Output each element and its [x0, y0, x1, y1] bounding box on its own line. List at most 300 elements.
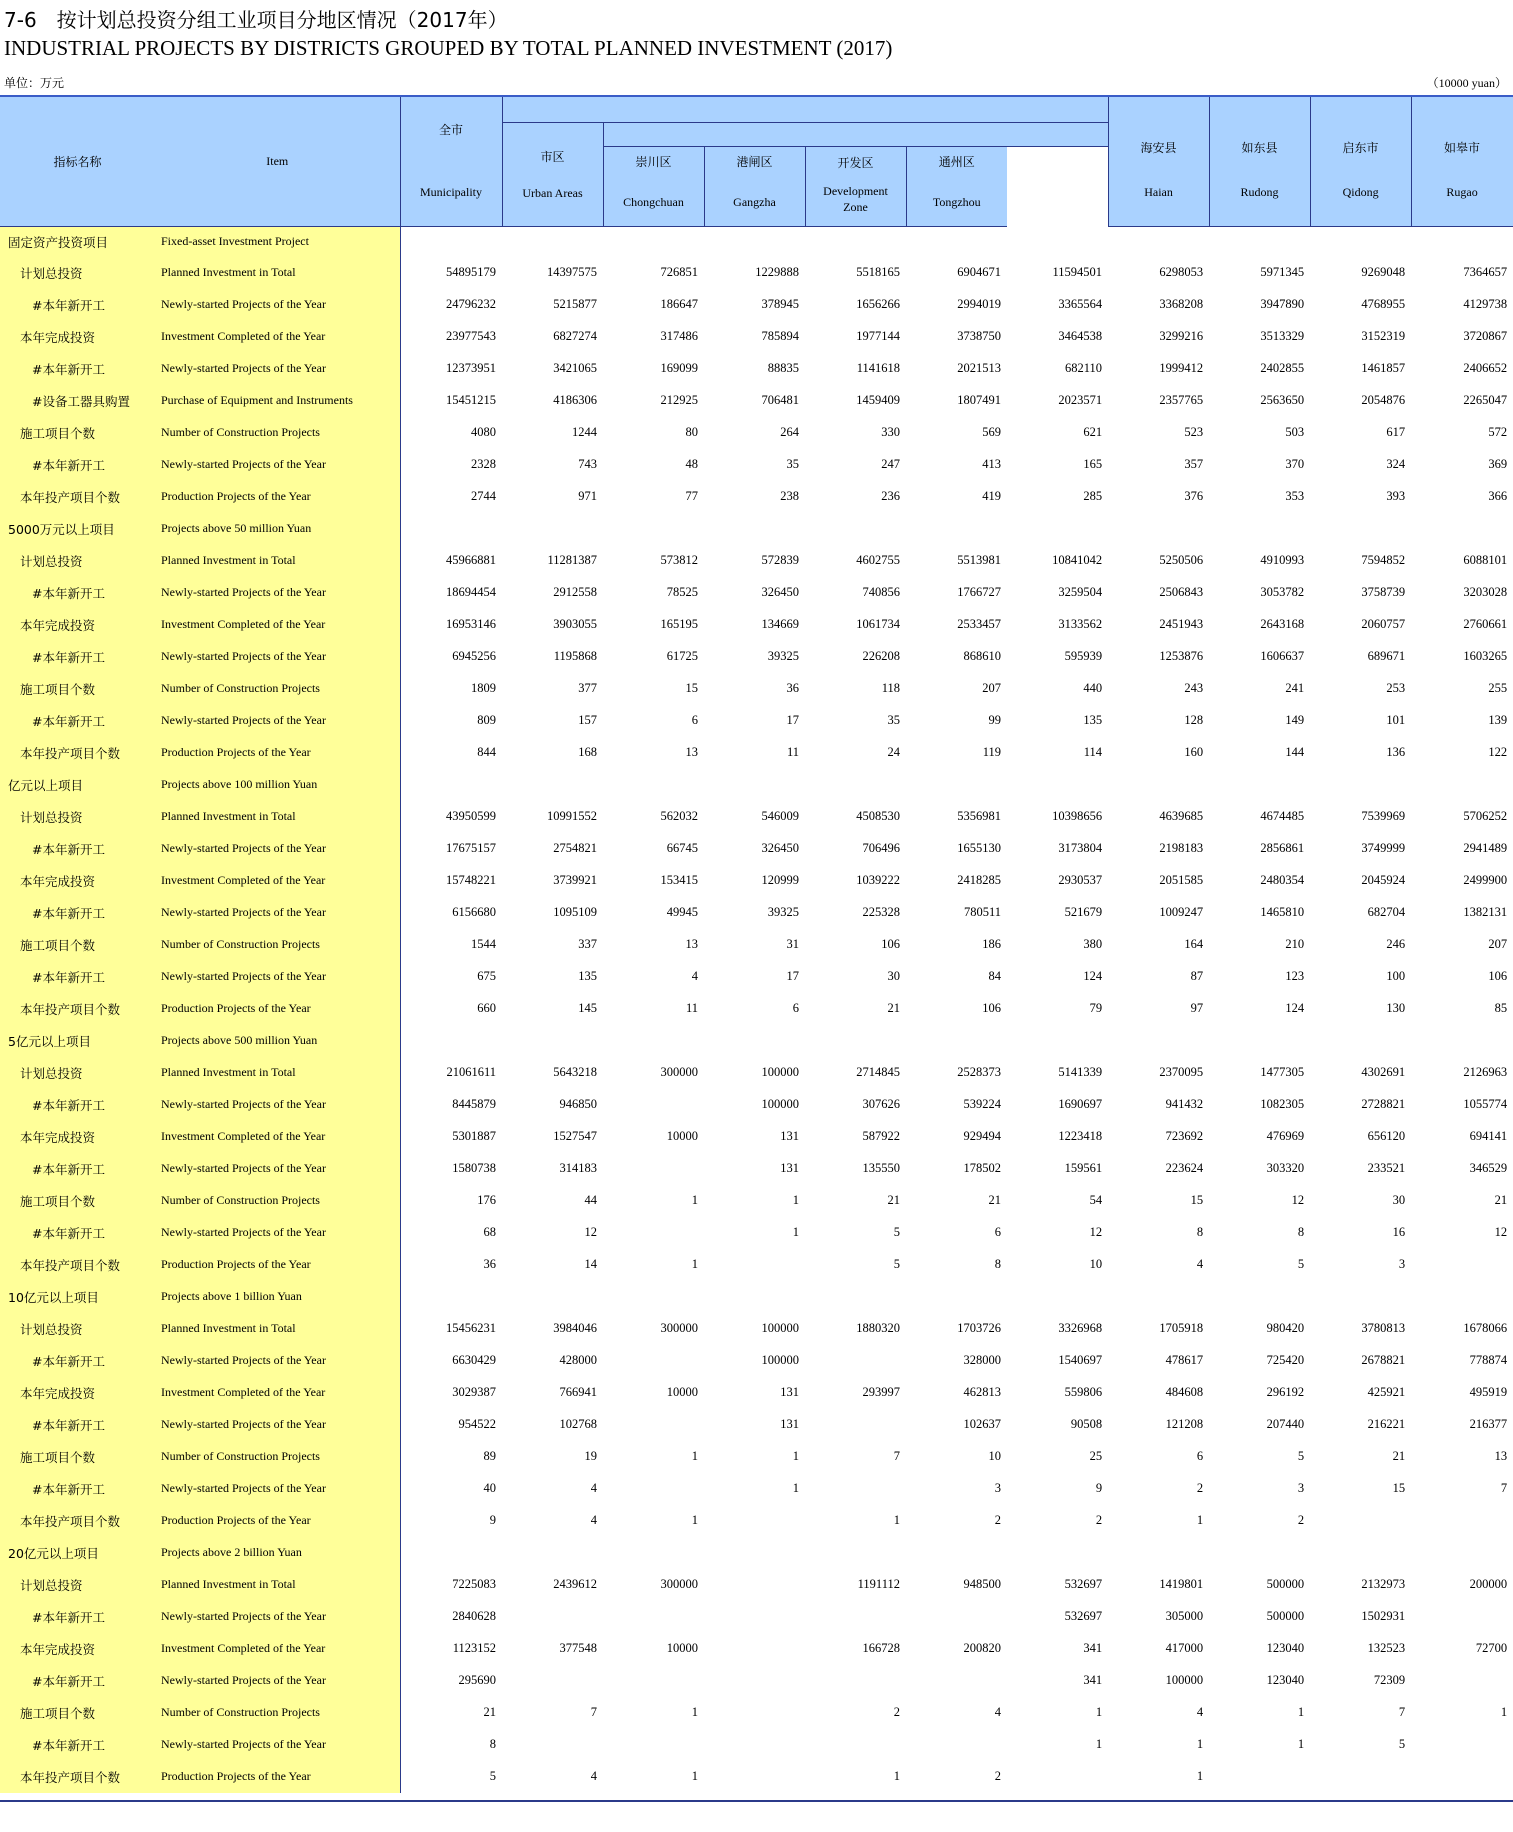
row-label-en: Newly-started Projects of the Year [155, 897, 400, 929]
table-cell: 44 [584, 1193, 597, 1207]
table-cell: 1999412 [1159, 361, 1204, 375]
table-cell [704, 1697, 805, 1729]
table-row [0, 385, 1513, 417]
table-cell: 10841042 [1052, 553, 1103, 567]
table-cell: 153415 [660, 873, 698, 887]
table-cell: 4 [994, 1705, 1001, 1719]
table-cell: 706481 [761, 393, 799, 407]
rugao-en: Rugao [1446, 185, 1478, 200]
table-cell: 99 [988, 713, 1001, 727]
table-cell [1007, 513, 1108, 545]
table-cell: 7 [893, 1449, 900, 1463]
table-cell [1310, 1025, 1411, 1057]
table-cell: 35 [887, 713, 900, 727]
table-cell: 16953146 [446, 617, 496, 631]
table-cell: 780511 [963, 905, 1001, 919]
table-cell: 145 [578, 1001, 597, 1015]
table-cell: 307626 [862, 1097, 900, 1111]
table-cell [704, 1601, 805, 1633]
table-cell: 7539969 [1361, 809, 1406, 823]
table-cell: 207 [1488, 937, 1508, 951]
table-cell: 3 [994, 1481, 1001, 1495]
table-cell: 954522 [458, 1417, 496, 1431]
table-row [0, 1601, 1513, 1633]
table-row [0, 481, 1513, 513]
table-cell [805, 1025, 906, 1057]
table-cell: 87 [1190, 969, 1204, 983]
table-row [0, 1377, 1513, 1409]
table-cell: 2 [994, 1769, 1001, 1783]
table-cell: 2054876 [1361, 393, 1406, 407]
table-row [0, 226, 1513, 257]
gangzha-cn: 港闸区 [736, 155, 773, 169]
table-cell: 2402855 [1260, 361, 1305, 375]
table-cell: 80 [685, 425, 698, 439]
table-cell: 4186306 [553, 393, 597, 407]
table-row [0, 257, 1513, 289]
table-cell: 17 [786, 969, 799, 983]
gangzha-en: Gangzha [733, 195, 776, 209]
table-cell: 5 [1398, 1737, 1406, 1751]
table-cell: 10 [988, 1449, 1001, 1463]
table-cell: 503 [1285, 425, 1305, 439]
table-cell: 9 [489, 1513, 496, 1527]
table-cell: 4 [590, 1481, 597, 1495]
table-cell: 123040 [1266, 1673, 1305, 1687]
table-cell: 4 [691, 969, 698, 983]
table-cell: 8445879 [452, 1097, 496, 1111]
table-cell: 1223418 [1058, 1129, 1103, 1143]
row-label-cn: 施工项目个数 [0, 1697, 155, 1729]
table-cell: 3464538 [1058, 329, 1103, 343]
table-cell: 1580738 [452, 1161, 496, 1175]
table-cell [1108, 1281, 1209, 1313]
table-cell: 212925 [660, 393, 698, 407]
row-label-en: Projects above 1 billion Yuan [155, 1281, 400, 1313]
table-cell: 971 [578, 489, 597, 503]
table-row [0, 641, 1513, 673]
table-cell: 2563650 [1260, 393, 1305, 407]
table-cell: 1 [691, 1769, 698, 1783]
table-cell: 169099 [660, 361, 698, 375]
row-label-cn: 本年投产项目个数 [0, 993, 155, 1025]
table-cell [906, 1537, 1007, 1569]
table-cell: 165195 [660, 617, 698, 631]
table-cell [603, 1281, 704, 1313]
table-row [0, 1569, 1513, 1601]
table-cell: 621 [1083, 425, 1103, 439]
row-label-en: Newly-started Projects of the Year [155, 1217, 400, 1249]
table-cell: 5141339 [1058, 1065, 1103, 1079]
table-cell: 6827274 [553, 329, 597, 343]
row-label-en: Newly-started Projects of the Year [155, 705, 400, 737]
header-tongzhou [906, 146, 1007, 226]
table-cell: 16 [1392, 1225, 1406, 1239]
table-cell: 5513981 [957, 553, 1001, 567]
table-cell: 1459409 [856, 393, 900, 407]
row-label-cn: #本年新开工 [0, 1473, 155, 1505]
table-cell: 36 [786, 681, 799, 695]
table-cell: 285 [1083, 489, 1103, 503]
table-cell [400, 226, 502, 257]
row-label-cn: 本年完成投资 [0, 1633, 155, 1665]
table-cell: 2370095 [1159, 1065, 1204, 1079]
table-cell [805, 1601, 906, 1633]
table-row [0, 289, 1513, 321]
table-cell: 15451215 [446, 393, 496, 407]
table-cell: 49945 [666, 905, 698, 919]
table-cell: 2132973 [1361, 1577, 1406, 1591]
table-cell: 3368208 [1159, 297, 1204, 311]
table-cell: 124 [1083, 969, 1103, 983]
table-cell: 1 [893, 1769, 900, 1783]
table-cell: 523 [1184, 425, 1204, 439]
table-cell [1411, 769, 1513, 801]
table-cell: 15748221 [446, 873, 496, 887]
table-cell: 10000 [666, 1129, 698, 1143]
table-cell: 417000 [1165, 1641, 1204, 1655]
table-cell: 1082305 [1260, 1097, 1305, 1111]
table-cell: 207 [982, 681, 1001, 695]
devzone-en: Development Zone [823, 184, 888, 214]
table-cell: 317486 [660, 329, 698, 343]
table-cell: 216221 [1367, 1417, 1406, 1431]
table-cell [603, 1153, 704, 1185]
urban-cn: 市区 [540, 150, 565, 164]
table-cell: 5643218 [553, 1065, 597, 1079]
row-label-cn: #本年新开工 [0, 833, 155, 865]
table-cell: 4080 [471, 425, 496, 439]
table-cell [400, 513, 502, 545]
row-label-en: Newly-started Projects of the Year [155, 1665, 400, 1697]
table-cell: 1253876 [1159, 649, 1204, 663]
table-cell: 1766727 [957, 585, 1001, 599]
table-row [0, 353, 1513, 385]
table-cell: 3299216 [1159, 329, 1204, 343]
table-cell: 23977543 [446, 329, 496, 343]
table-cell: 1 [792, 1449, 799, 1463]
table-row [0, 801, 1513, 833]
table-row [0, 1025, 1513, 1057]
table-cell: 1540697 [1058, 1353, 1103, 1367]
table-cell: 15 [685, 681, 698, 695]
table-cell: 4910993 [1260, 553, 1305, 567]
table-cell [603, 226, 704, 257]
table-cell [603, 1089, 704, 1121]
table-cell: 743 [578, 457, 597, 471]
table-cell: 1 [1095, 1705, 1103, 1719]
header-indicator-name: 指标名称 [0, 96, 155, 226]
row-label-cn: 计划总投资 [0, 1569, 155, 1601]
table-cell [1108, 1025, 1209, 1057]
row-label-en: Planned Investment in Total [155, 1057, 400, 1089]
table-cell: 2930537 [1058, 873, 1103, 887]
row-label-cn: #本年新开工 [0, 961, 155, 993]
table-cell: 1 [691, 1513, 698, 1527]
table-cell: 5 [1297, 1449, 1305, 1463]
table-cell: 1 [1297, 1705, 1305, 1719]
table-cell [704, 1633, 805, 1665]
table-cell: 2856861 [1260, 841, 1305, 855]
table-cell: 3259504 [1058, 585, 1103, 599]
table-cell: 1419801 [1159, 1577, 1204, 1591]
table-row [0, 1121, 1513, 1153]
table-cell: 207440 [1266, 1417, 1305, 1431]
rudong-cn: 如东县 [1241, 141, 1278, 156]
table-cell [805, 769, 906, 801]
table-cell: 6088101 [1463, 553, 1508, 567]
table-cell: 1 [691, 1257, 698, 1271]
row-label-cn: 本年投产项目个数 [0, 481, 155, 513]
table-cell: 370 [1285, 457, 1305, 471]
row-label-en: Investment Completed of the Year [155, 865, 400, 897]
table-cell: 7594852 [1361, 553, 1406, 567]
table-cell: 10000 [666, 1385, 698, 1399]
table-cell [1411, 226, 1513, 257]
table-cell: 136 [1386, 745, 1406, 759]
table-row [0, 1537, 1513, 1569]
table-row [0, 577, 1513, 609]
table-cell: 54 [1089, 1193, 1103, 1207]
municipality-cn: 全市 [438, 123, 463, 138]
table-cell [1310, 1281, 1411, 1313]
unit-label-en: （10000 yuan） [1426, 76, 1507, 90]
table-cell: 740856 [862, 585, 900, 599]
table-cell: 7 [590, 1705, 597, 1719]
row-label-cn: 5亿元以上项目 [0, 1025, 155, 1057]
table-cell [704, 1761, 805, 1793]
table-cell: 121208 [1165, 1417, 1204, 1431]
row-label-cn: 本年投产项目个数 [0, 1761, 155, 1793]
table-cell: 1 [1297, 1737, 1305, 1751]
table-cell: 1382131 [1463, 905, 1508, 919]
row-label-cn: #本年新开工 [0, 1729, 155, 1761]
table-cell: 440 [1083, 681, 1103, 695]
table-cell: 462813 [963, 1385, 1001, 1399]
table-cell: 2 [893, 1705, 900, 1719]
table-cell: 4 [1196, 1257, 1204, 1271]
table-cell: 5356981 [957, 809, 1001, 823]
table-cell: 2941489 [1463, 841, 1508, 855]
row-label-en: Projects above 500 million Yuan [155, 1025, 400, 1057]
table-cell: 132523 [1367, 1641, 1406, 1655]
table-cell: 2840628 [452, 1609, 496, 1623]
table-cell: 1 [893, 1513, 900, 1527]
table-cell: 785894 [761, 329, 799, 343]
table-cell: 2060757 [1361, 617, 1406, 631]
table-cell [906, 1025, 1007, 1057]
table-cell [1209, 1025, 1310, 1057]
table-cell [502, 226, 603, 257]
table-cell: 809 [477, 713, 496, 727]
table-cell [1209, 1761, 1310, 1793]
row-label-en: Planned Investment in Total [155, 801, 400, 833]
table-row [0, 705, 1513, 737]
table-cell [603, 1537, 704, 1569]
chongchuan-en: Chongchuan [623, 195, 684, 209]
row-label-cn: 施工项目个数 [0, 417, 155, 449]
header-urban-subgroup-spacer [603, 122, 1108, 146]
table-cell [1209, 226, 1310, 257]
table-cell: 45966881 [446, 553, 496, 567]
table-row [0, 513, 1513, 545]
table-cell: 135 [578, 969, 597, 983]
table-cell: 11 [685, 1001, 698, 1015]
table-cell: 6156680 [452, 905, 496, 919]
table-cell: 569 [982, 425, 1001, 439]
table-cell: 3421065 [553, 361, 597, 375]
row-label-cn: 本年投产项目个数 [0, 737, 155, 769]
table-cell: 941432 [1165, 1097, 1204, 1111]
table-row [0, 1633, 1513, 1665]
row-label-cn: #本年新开工 [0, 289, 155, 321]
row-label-cn: 5000万元以上项目 [0, 513, 155, 545]
row-label-en: Production Projects of the Year [155, 993, 400, 1025]
table-cell [1108, 226, 1209, 257]
table-cell: 5 [1297, 1257, 1305, 1271]
table-cell: 36 [483, 1257, 496, 1271]
table-cell: 572839 [761, 553, 799, 567]
table-cell [906, 769, 1007, 801]
table-cell: 5 [489, 1769, 496, 1783]
table-cell [603, 1665, 704, 1697]
table-cell: 134669 [761, 617, 799, 631]
table-cell [805, 513, 906, 545]
table-cell: 1656266 [856, 297, 900, 311]
row-label-en: Newly-started Projects of the Year [155, 449, 400, 481]
table-cell: 66745 [666, 841, 698, 855]
table-cell [502, 769, 603, 801]
row-label-cn: 本年投产项目个数 [0, 1505, 155, 1537]
table-cell: 131 [780, 1417, 799, 1431]
table-cell: 559806 [1064, 1385, 1103, 1399]
tongzhou-en: Tongzhou [932, 195, 981, 209]
row-label-en: Investment Completed of the Year [155, 1121, 400, 1153]
table-cell: 6630429 [452, 1353, 496, 1367]
table-cell: 210 [1285, 937, 1305, 951]
table-cell: 2480354 [1260, 873, 1305, 887]
table-cell: 2021513 [957, 361, 1001, 375]
table-cell: 377548 [559, 1641, 597, 1655]
table-cell: 13 [1494, 1449, 1508, 1463]
table-cell: 337 [578, 937, 597, 951]
row-label-en: Newly-started Projects of the Year [155, 1601, 400, 1633]
page-title-en: INDUSTRIAL PROJECTS BY DISTRICTS GROUPED BY TOTAL PLANNED INVESTMENT (2017) [4, 36, 893, 60]
table-cell: 3152319 [1361, 329, 1406, 343]
table-cell: 3029387 [452, 1385, 496, 1399]
table-cell [1007, 1761, 1108, 1793]
row-label-cn: 本年完成投资 [0, 321, 155, 353]
table-cell [704, 513, 805, 545]
row-label-en: Number of Construction Projects [155, 1697, 400, 1729]
table-cell: 1465810 [1260, 905, 1305, 919]
row-label-cn: 施工项目个数 [0, 929, 155, 961]
table-cell: 4 [590, 1769, 597, 1783]
table-cell: 39325 [767, 905, 799, 919]
table-cell: 226208 [862, 649, 900, 663]
table-cell: 2 [994, 1513, 1001, 1527]
row-label-en: Projects above 100 million Yuan [155, 769, 400, 801]
header-rugao [1411, 96, 1513, 226]
table-cell: 24 [887, 745, 900, 759]
table-cell [1310, 1505, 1411, 1537]
table-cell: 1 [1095, 1737, 1103, 1751]
table-cell: 330 [881, 425, 900, 439]
table-cell [1411, 1281, 1513, 1313]
header-urban-areas [502, 122, 603, 226]
table-row [0, 673, 1513, 705]
table-cell: 2994019 [957, 297, 1001, 311]
table-cell: 11281387 [547, 553, 597, 567]
row-label-en: Newly-started Projects of the Year [155, 1729, 400, 1761]
table-cell: 378945 [761, 297, 799, 311]
row-label-en: Production Projects of the Year [155, 1505, 400, 1537]
table-cell: 35 [786, 457, 799, 471]
table-cell: 328000 [963, 1353, 1001, 1367]
table-cell: 2451943 [1159, 617, 1204, 631]
table-row [0, 1697, 1513, 1729]
table-cell: 726851 [660, 265, 698, 279]
table-cell: 2126963 [1463, 1065, 1508, 1079]
table-cell [805, 1537, 906, 1569]
header-municipality [400, 96, 502, 226]
row-label-cn: #本年新开工 [0, 1345, 155, 1377]
row-label-en: Planned Investment in Total [155, 1569, 400, 1601]
table-cell: 123040 [1266, 1641, 1305, 1655]
table-cell: 1061734 [856, 617, 900, 631]
table-cell: 587922 [862, 1129, 900, 1143]
table-cell: 532697 [1064, 1577, 1103, 1591]
table-row [0, 1761, 1513, 1793]
table-cell [704, 1537, 805, 1569]
table-cell: 1 [792, 1225, 799, 1239]
table-cell: 948500 [963, 1577, 1001, 1591]
table-cell: 353 [1285, 489, 1305, 503]
table-cell: 2439612 [553, 1577, 597, 1591]
table-cell: 6904671 [957, 265, 1001, 279]
table-cell: 122 [1488, 745, 1508, 759]
row-label-en: Newly-started Projects of the Year [155, 961, 400, 993]
table-cell: 546009 [761, 809, 799, 823]
table-row [0, 1089, 1513, 1121]
table-cell: 476969 [1266, 1129, 1305, 1143]
table-cell [1411, 1761, 1513, 1793]
table-cell: 2678821 [1361, 1353, 1406, 1367]
table-cell [805, 1729, 906, 1761]
table-cell: 3749999 [1361, 841, 1406, 855]
row-label-cn: #本年新开工 [0, 1409, 155, 1441]
table-cell: 159561 [1064, 1161, 1103, 1175]
table-cell [704, 1505, 805, 1537]
table-cell: 868610 [963, 649, 1001, 663]
table-cell: 8 [994, 1257, 1001, 1271]
table-cell [906, 513, 1007, 545]
table-cell [1310, 226, 1411, 257]
table-cell: 1527547 [553, 1129, 597, 1143]
table-cell: 1229888 [755, 265, 799, 279]
table-row [0, 833, 1513, 865]
table-cell: 1009247 [1159, 905, 1204, 919]
table-cell: 19 [584, 1449, 597, 1463]
table-cell: 1606637 [1260, 649, 1305, 663]
table-cell [805, 226, 906, 257]
data-table [0, 95, 1513, 1793]
table-cell: 521679 [1064, 905, 1103, 919]
table-cell [400, 1281, 502, 1313]
row-label-en: Planned Investment in Total [155, 545, 400, 577]
table-cell [400, 769, 502, 801]
municipality-en: Municipality [420, 185, 482, 200]
